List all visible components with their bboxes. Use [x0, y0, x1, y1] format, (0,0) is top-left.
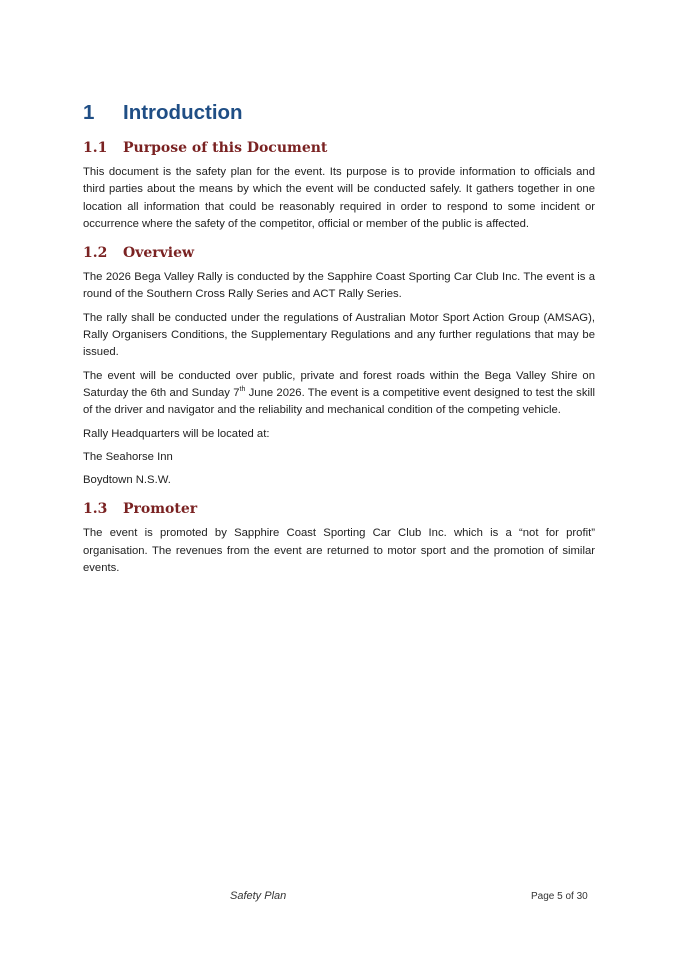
- promoter-paragraph: The event is promoted by Sapphire Coast Sporting Car Club Inc. which is a “not for profit” organisation. The revenues from the event are returned to motor sport and the promotion of similar events.: [83, 527, 595, 575]
- section-number: 1.2: [83, 245, 108, 262]
- heading-promoter: [83, 499, 595, 519]
- purpose-paragraph: This document is the safety plan for the event. Its purpose is to provide information to officials and third parties about the means by which the event will be conducted safely. It gathers together in one location all information that could be reasonably required in order to respond to some incident or occurrence where the safety of the competitor, official or member of the public is affected.: [83, 166, 595, 230]
- section-title: Purpose of this Document: [123, 140, 328, 156]
- overview-paragraph-organiser: The 2026 Bega Valley Rally is conducted by the Sapphire Coast Sporting Car Club Inc. The event is a round of the Southern Cross Rally Series and ACT Rally Series.: [83, 271, 595, 301]
- headquarters-venue: The Seahorse Inn: [83, 450, 173, 463]
- footer-document-title: Safety Plan: [230, 890, 287, 902]
- headquarters-town: Boydtown N.S.W.: [83, 474, 171, 487]
- page-content: [83, 100, 595, 577]
- section-number: 1.1: [83, 140, 108, 156]
- dates-text-a: The event will be conducted over public, private and forest roads within the Bega Valley Shire on Saturday the 6th and Sunday 7: [83, 369, 595, 399]
- ordinal-suffix: th: [239, 386, 246, 394]
- heading-purpose: [83, 138, 595, 158]
- heading-overview: [83, 243, 595, 263]
- section-number: 1.3: [83, 501, 108, 518]
- section-title: Overview: [123, 245, 195, 262]
- heading-introduction: [83, 100, 595, 130]
- headquarters-label: Rally Headquarters will be located at:: [83, 427, 270, 440]
- section-title: Promoter: [123, 501, 198, 518]
- heading-title: Introduction: [123, 101, 243, 124]
- overview-paragraph-dates: [83, 368, 595, 420]
- overview-paragraph-regulations: The rally shall be conducted under the regulations of Australian Motor Sport Action Group (AMSAG), Rally Organisers Conditions, the Supplementary Regulations and any further regulations that may be issued.: [83, 311, 595, 359]
- footer-page-number: Page 5 of 30: [531, 891, 588, 902]
- dates-text-b: June 2026. The event is a competitive event designed to test the skill of the driver and navigator and the reliability and mechanical condition of the competing vehicle.: [83, 386, 595, 417]
- heading-number: 1: [83, 101, 95, 124]
